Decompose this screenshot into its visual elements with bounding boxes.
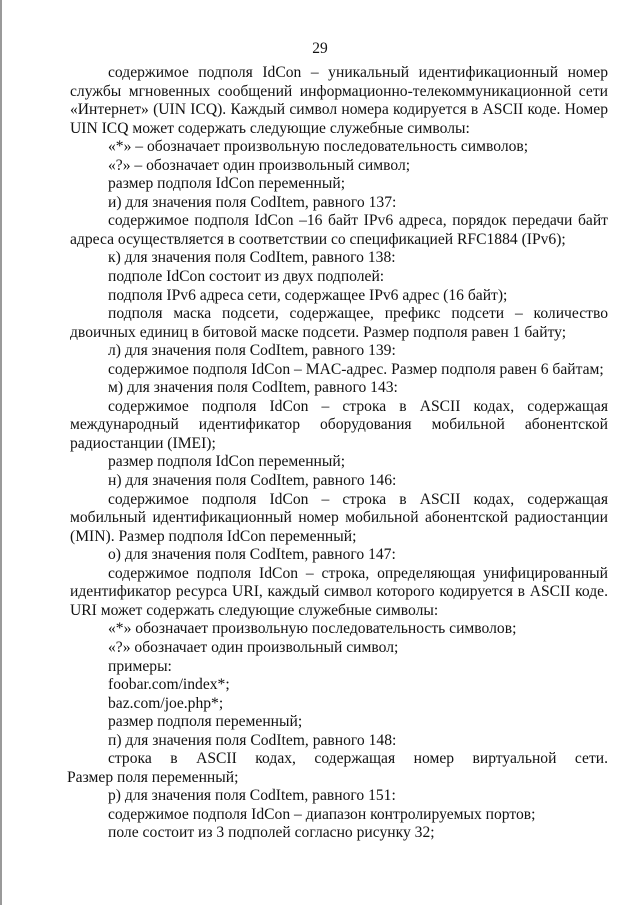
paragraph: «?» обозначает один произвольный символ;	[108, 638, 399, 656]
paragraph: к) для значения поля CodItem, равного 138:	[108, 249, 396, 267]
paragraph: и) для значения поля CodItem, равного 137:	[108, 193, 397, 211]
page-number: 29	[312, 40, 328, 57]
paragraph: л) для значения поля CodItem, равного 139:	[108, 342, 396, 360]
paragraph: подполе IdCon состоит из двух подполей:	[108, 268, 385, 286]
paragraph: примеры:	[108, 657, 172, 675]
document-body	[67, 64, 608, 843]
paragraph: о) для значения поля CodItem, равного 147:	[108, 546, 396, 564]
paragraph: размер подполя IdCon переменный;	[108, 175, 346, 193]
example-line: baz.com/joe.php*;	[108, 694, 224, 712]
paragraph: «*» обозначает произвольную последовательность символов;	[108, 620, 517, 638]
paragraph: подполя IPv6 адреса сети, содержащее IPv6 адрес (16 байт);	[108, 286, 508, 304]
paragraph: поле состоит из 3 подполей согласно рисунку 32;	[108, 824, 435, 842]
paragraph: «?» – обозначает один произвольный символ;	[108, 156, 411, 174]
paragraph: строка в ASCII кодах, содержащая номер виртуальной сети.	[108, 750, 608, 768]
paragraph: содержимое подполя IdCon – уникальный идентификационный номер службы мгновенных сообщений информационно-телекоммуникационной сети «Интернет» (UIN ICQ). Каждый символ номера кодируется в ASCII коде. Номер UIN ICQ может содержать следующие служебные символы:	[70, 64, 608, 137]
example-line: foobar.com/index*;	[108, 676, 230, 694]
paragraph: содержимое подполя IdCon – MAC-адрес. Размер подполя равен 6 байтам;	[108, 360, 604, 378]
paragraph: «*» – обозначает произвольную последовательность символов;	[108, 138, 529, 156]
paragraph: п) для значения поля CodItem, равного 148:	[108, 731, 397, 749]
paragraph: подполя маска подсети, содержащее, префикс подсети – количество двоичных единиц в битовой маске подсети. Размер подполя равен 1 байту;	[70, 305, 608, 341]
paragraph: размер подполя IdCon переменный;	[108, 453, 346, 471]
paragraph: содержимое подполя IdCon –16 байт IPv6 адреса, порядок передачи байт адреса осуществляется в соответствии со спецификацией RFC1884 (IPv6);	[70, 212, 608, 248]
paragraph: содержимое подполя IdCon – строка, определяющая унифицированный идентификатор ресурса URI, каждый символ которого кодируется в ASCII коде. URI может содержать следующие служебные символы:	[70, 564, 608, 619]
paragraph: содержимое подполя IdCon – строка в ASCII кодах, содержащая мобильный идентификационный номер мобильной абонентской радиостанции (MIN). Размер подполя IdCon переменный;	[70, 490, 608, 545]
paragraph: н) для значения поля CodItem, равного 146:	[108, 472, 397, 490]
paragraph: размер подполя переменный;	[108, 713, 303, 731]
paragraph: Размер поля переменный;	[67, 768, 239, 786]
paragraph: м) для значения поля CodItem, равного 143:	[108, 379, 398, 397]
paragraph: содержимое подполя IdCon – строка в ASCII кодах, содержащая международный идентификатор оборудования мобильной абонентской радиостанции (IMEI);	[70, 397, 608, 452]
paragraph: содержимое подполя IdCon – диапазон контролируемых портов;	[108, 805, 536, 823]
paragraph: р) для значения поля CodItem, равного 151:	[108, 787, 396, 805]
